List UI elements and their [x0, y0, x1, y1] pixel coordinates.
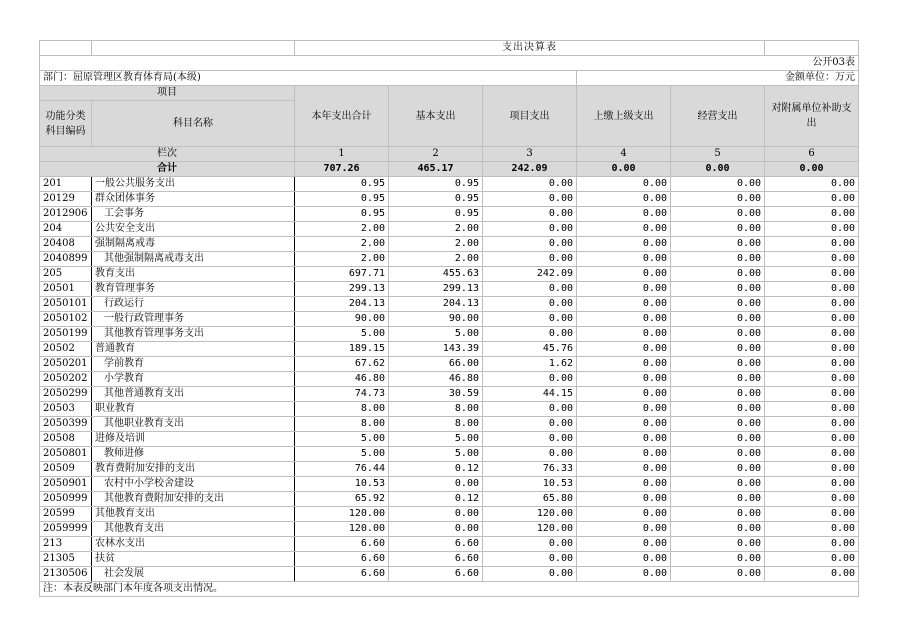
row-value: 0.00: [765, 207, 859, 222]
row-value: 0.95: [295, 192, 389, 207]
row-value: 0.95: [295, 177, 389, 192]
table-row: [40, 222, 859, 237]
row-name: 其他教育支出: [92, 522, 295, 537]
row-name: 其他教育支出: [92, 507, 295, 522]
row-value: 0.00: [577, 192, 671, 207]
row-code: 2050199: [40, 327, 92, 342]
row-value: 0.00: [577, 282, 671, 297]
row-name: 教育费附加安排的支出: [92, 462, 295, 477]
table-row: [40, 207, 859, 222]
table-row: [40, 567, 859, 582]
row-code: 20503: [40, 402, 92, 417]
row-value: 0.00: [483, 177, 577, 192]
row-value: 0.00: [483, 237, 577, 252]
table-title: 支出决算表: [295, 41, 765, 56]
row-value: 0.00: [577, 207, 671, 222]
row-value: 0.00: [765, 387, 859, 402]
row-value: 0.00: [577, 552, 671, 567]
row-value: 0.00: [483, 207, 577, 222]
row-value: 0.00: [671, 357, 765, 372]
header-col-5: 经营支出: [671, 86, 765, 147]
row-value: 0.00: [577, 387, 671, 402]
table-row: [40, 192, 859, 207]
row-value: 0.00: [765, 372, 859, 387]
row-value: 8.00: [389, 417, 483, 432]
row-value: 0.00: [389, 507, 483, 522]
row-value: 45.76: [483, 342, 577, 357]
row-value: 0.00: [765, 492, 859, 507]
row-value: 0.00: [577, 507, 671, 522]
row-value: 0.00: [765, 402, 859, 417]
row-value: 204.13: [295, 297, 389, 312]
row-value: 0.00: [671, 552, 765, 567]
row-code: 2050102: [40, 312, 92, 327]
unit-label: 金额单位：万元: [577, 71, 859, 86]
row-value: 0.95: [389, 207, 483, 222]
table-row: [40, 342, 859, 357]
row-value: 2.00: [389, 222, 483, 237]
row-value: 0.00: [671, 207, 765, 222]
row-code: 2012906: [40, 207, 92, 222]
row-value: 0.00: [765, 237, 859, 252]
row-value: 0.00: [483, 297, 577, 312]
row-value: 0.00: [765, 222, 859, 237]
table-row: [40, 507, 859, 522]
row-value: 46.80: [389, 372, 483, 387]
expenditure-sheet: [39, 40, 858, 597]
row-value: 0.00: [671, 312, 765, 327]
table-row: [40, 177, 859, 192]
row-value: 0.00: [483, 312, 577, 327]
row-value: 0.00: [483, 402, 577, 417]
blank-cell[interactable]: [40, 41, 92, 56]
row-value: 0.00: [671, 222, 765, 237]
table-row: [40, 252, 859, 267]
row-code: 2050801: [40, 447, 92, 462]
row-code: 2050201: [40, 357, 92, 372]
row-value: 299.13: [295, 282, 389, 297]
row-value: 0.00: [671, 267, 765, 282]
row-name: 其他教育费附加安排的支出: [92, 492, 295, 507]
row-value: 2.00: [295, 222, 389, 237]
row-name: 小学教育: [92, 372, 295, 387]
row-value: 0.00: [765, 432, 859, 447]
row-value: 0.00: [671, 492, 765, 507]
table-note: 注：本表反映部门本年度各项支出情况。: [40, 582, 859, 597]
blank-cell[interactable]: [92, 41, 295, 56]
row-code: 20408: [40, 237, 92, 252]
row-value: 143.39: [389, 342, 483, 357]
row-value: 0.00: [483, 252, 577, 267]
row-value: 10.53: [483, 477, 577, 492]
table-row: [40, 237, 859, 252]
table-row: [40, 537, 859, 552]
row-value: 0.00: [577, 492, 671, 507]
row-code: 2050901: [40, 477, 92, 492]
table-row: [40, 372, 859, 387]
row-value: 67.62: [295, 357, 389, 372]
row-code: 2050101: [40, 297, 92, 312]
table-row: [40, 282, 859, 297]
row-value: 0.00: [765, 282, 859, 297]
row-code: 20501: [40, 282, 92, 297]
table-row: [40, 552, 859, 567]
row-name: 其他职业教育支出: [92, 417, 295, 432]
header-col-6: 对附属单位补助支出: [765, 86, 859, 147]
row-value: 0.00: [765, 552, 859, 567]
row-value: 0.00: [483, 372, 577, 387]
row-value: 90.00: [295, 312, 389, 327]
row-value: 46.80: [295, 372, 389, 387]
row-value: 8.00: [389, 402, 483, 417]
row-value: 0.00: [577, 297, 671, 312]
row-value: 76.44: [295, 462, 389, 477]
row-value: 0.00: [671, 462, 765, 477]
row-name: 其他强制隔离戒毒支出: [92, 252, 295, 267]
row-name: 农林水支出: [92, 537, 295, 552]
row-value: 0.00: [765, 192, 859, 207]
row-value: 0.00: [671, 537, 765, 552]
row-code: 204: [40, 222, 92, 237]
row-code: 21305: [40, 552, 92, 567]
row-value: 6.60: [295, 537, 389, 552]
row-value: 6.60: [389, 552, 483, 567]
row-value: 5.00: [295, 447, 389, 462]
table-row: [40, 447, 859, 462]
column-index: 6: [765, 147, 859, 162]
row-name: 扶贫: [92, 552, 295, 567]
row-value: 0.00: [671, 342, 765, 357]
row-name: 一般行政管理事务: [92, 312, 295, 327]
row-code: 20129: [40, 192, 92, 207]
row-value: 6.60: [389, 567, 483, 582]
row-value: 0.00: [483, 567, 577, 582]
row-value: 0.00: [671, 507, 765, 522]
row-name: 公共安全支出: [92, 222, 295, 237]
row-code: 2050399: [40, 417, 92, 432]
table-row: [40, 312, 859, 327]
form-number: 公开03表: [40, 56, 859, 71]
row-value: 0.00: [483, 417, 577, 432]
row-value: 0.00: [389, 522, 483, 537]
row-value: 65.80: [483, 492, 577, 507]
row-value: 0.00: [765, 252, 859, 267]
row-value: 66.00: [389, 357, 483, 372]
table-row: [40, 357, 859, 372]
table-row: [40, 417, 859, 432]
row-name: 工会事务: [92, 207, 295, 222]
row-value: 0.00: [765, 342, 859, 357]
row-code: 20599: [40, 507, 92, 522]
row-value: 0.00: [671, 177, 765, 192]
column-index: 4: [577, 147, 671, 162]
total-value: 242.09: [483, 162, 577, 177]
row-value: 0.00: [389, 477, 483, 492]
row-value: 0.00: [577, 567, 671, 582]
row-value: 455.63: [389, 267, 483, 282]
row-value: 0.00: [483, 192, 577, 207]
row-value: 0.00: [671, 477, 765, 492]
total-value: 707.26: [295, 162, 389, 177]
row-name: 教师进修: [92, 447, 295, 462]
row-value: 0.00: [671, 387, 765, 402]
header-code: 功能分类科目编码: [40, 101, 92, 147]
total-value: 465.17: [389, 162, 483, 177]
row-value: 0.00: [483, 447, 577, 462]
row-code: 2059999: [40, 522, 92, 537]
table-row: [40, 477, 859, 492]
column-index: 5: [671, 147, 765, 162]
row-code: 2050999: [40, 492, 92, 507]
row-value: 0.00: [577, 537, 671, 552]
row-value: 0.00: [671, 402, 765, 417]
row-value: 0.00: [765, 267, 859, 282]
row-value: 0.00: [577, 327, 671, 342]
row-value: 8.00: [295, 417, 389, 432]
row-value: 0.00: [765, 312, 859, 327]
row-value: 10.53: [295, 477, 389, 492]
row-value: 0.00: [765, 462, 859, 477]
table-row: [40, 522, 859, 537]
total-label: 合计: [40, 162, 295, 177]
row-value: 189.15: [295, 342, 389, 357]
row-name: 教育管理事务: [92, 282, 295, 297]
row-value: 0.00: [577, 177, 671, 192]
row-value: 8.00: [295, 402, 389, 417]
row-value: 0.12: [389, 462, 483, 477]
table-row: [40, 492, 859, 507]
row-value: 76.33: [483, 462, 577, 477]
row-name: 强制隔离戒毒: [92, 237, 295, 252]
row-value: 6.60: [389, 537, 483, 552]
row-code: 20502: [40, 342, 92, 357]
row-value: 0.00: [765, 522, 859, 537]
row-value: 0.95: [389, 177, 483, 192]
row-name: 职业教育: [92, 402, 295, 417]
row-name: 其他普通教育支出: [92, 387, 295, 402]
row-code: 201: [40, 177, 92, 192]
blank-cell[interactable]: [765, 41, 859, 56]
row-value: 0.00: [671, 372, 765, 387]
row-code: 2130506: [40, 567, 92, 582]
row-value: 0.00: [765, 507, 859, 522]
row-value: 204.13: [389, 297, 483, 312]
table-row: [40, 327, 859, 342]
table-row: [40, 432, 859, 447]
column-index: 1: [295, 147, 389, 162]
row-value: 697.71: [295, 267, 389, 282]
row-value: 0.00: [577, 357, 671, 372]
row-value: 0.00: [765, 357, 859, 372]
header-col-1: 本年支出合计: [295, 86, 389, 147]
row-name: 其他教育管理事务支出: [92, 327, 295, 342]
row-value: 0.00: [577, 432, 671, 447]
row-value: 0.00: [577, 372, 671, 387]
expenditure-table: [39, 40, 859, 597]
row-value: 2.00: [389, 252, 483, 267]
row-value: 0.00: [765, 327, 859, 342]
row-value: 0.00: [577, 222, 671, 237]
row-value: 5.00: [295, 432, 389, 447]
header-item: 项目: [40, 86, 295, 101]
row-value: 0.00: [671, 237, 765, 252]
row-code: 20508: [40, 432, 92, 447]
row-value: 0.00: [577, 402, 671, 417]
table-row: [40, 387, 859, 402]
row-value: 0.00: [671, 567, 765, 582]
row-value: 0.00: [765, 297, 859, 312]
row-name: 社会发展: [92, 567, 295, 582]
row-value: 120.00: [483, 522, 577, 537]
row-value: 0.00: [483, 282, 577, 297]
row-value: 120.00: [295, 522, 389, 537]
header-col-2: 基本支出: [389, 86, 483, 147]
row-value: 0.00: [765, 417, 859, 432]
department-label: 部门：屈原管理区教育体育局(本级): [40, 71, 577, 86]
row-code: 213: [40, 537, 92, 552]
row-value: 74.73: [295, 387, 389, 402]
row-value: 120.00: [483, 507, 577, 522]
row-value: 1.62: [483, 357, 577, 372]
row-value: 242.09: [483, 267, 577, 282]
row-value: 0.00: [577, 522, 671, 537]
row-value: 2.00: [389, 237, 483, 252]
row-value: 0.00: [765, 447, 859, 462]
row-value: 0.00: [671, 447, 765, 462]
row-name: 一般公共服务支出: [92, 177, 295, 192]
row-value: 0.00: [577, 312, 671, 327]
row-value: 0.00: [483, 432, 577, 447]
row-value: 0.00: [671, 282, 765, 297]
row-value: 120.00: [295, 507, 389, 522]
row-value: 44.15: [483, 387, 577, 402]
row-code: 2050202: [40, 372, 92, 387]
row-value: 5.00: [389, 432, 483, 447]
row-name: 学前教育: [92, 357, 295, 372]
row-value: 0.00: [671, 522, 765, 537]
column-index: 3: [483, 147, 577, 162]
row-value: 0.00: [483, 552, 577, 567]
row-name: 行政运行: [92, 297, 295, 312]
row-value: 0.00: [577, 417, 671, 432]
row-value: 0.00: [577, 237, 671, 252]
row-value: 5.00: [295, 327, 389, 342]
table-row: [40, 297, 859, 312]
row-value: 0.12: [389, 492, 483, 507]
row-name: 普通教育: [92, 342, 295, 357]
row-value: 0.00: [577, 447, 671, 462]
header-col-4: 上缴上级支出: [577, 86, 671, 147]
table-row: [40, 267, 859, 282]
total-value: 0.00: [577, 162, 671, 177]
row-value: 6.60: [295, 567, 389, 582]
row-value: 0.00: [671, 432, 765, 447]
row-value: 0.00: [483, 222, 577, 237]
row-value: 0.95: [295, 207, 389, 222]
table-row: [40, 402, 859, 417]
row-value: 5.00: [389, 447, 483, 462]
row-value: 0.00: [577, 267, 671, 282]
row-value: 6.60: [295, 552, 389, 567]
row-value: 299.13: [389, 282, 483, 297]
row-code: 2040899: [40, 252, 92, 267]
row-code: 2050299: [40, 387, 92, 402]
row-value: 0.00: [765, 177, 859, 192]
column-index-label: 栏次: [40, 147, 295, 162]
row-value: 0.00: [671, 192, 765, 207]
row-value: 0.00: [483, 327, 577, 342]
column-index: 2: [389, 147, 483, 162]
row-value: 0.00: [671, 327, 765, 342]
row-value: 0.00: [671, 417, 765, 432]
total-value: 0.00: [671, 162, 765, 177]
row-value: 0.00: [671, 252, 765, 267]
row-value: 90.00: [389, 312, 483, 327]
row-value: 0.00: [671, 297, 765, 312]
row-value: 0.00: [765, 537, 859, 552]
row-value: 0.00: [577, 462, 671, 477]
row-value: 0.00: [577, 252, 671, 267]
row-code: 205: [40, 267, 92, 282]
row-value: 0.95: [389, 192, 483, 207]
row-value: 0.00: [765, 477, 859, 492]
row-value: 0.00: [765, 567, 859, 582]
row-name: 进修及培训: [92, 432, 295, 447]
table-row: [40, 462, 859, 477]
row-value: 30.59: [389, 387, 483, 402]
header-name: 科目名称: [92, 101, 295, 147]
row-name: 教育支出: [92, 267, 295, 282]
row-name: 农村中小学校舍建设: [92, 477, 295, 492]
row-value: 0.00: [577, 477, 671, 492]
row-value: 5.00: [389, 327, 483, 342]
total-value: 0.00: [765, 162, 859, 177]
row-value: 2.00: [295, 237, 389, 252]
header-col-3: 项目支出: [483, 86, 577, 147]
row-value: 65.92: [295, 492, 389, 507]
row-value: 0.00: [577, 342, 671, 357]
row-value: 2.00: [295, 252, 389, 267]
row-code: 20509: [40, 462, 92, 477]
row-value: 0.00: [483, 537, 577, 552]
row-name: 群众团体事务: [92, 192, 295, 207]
